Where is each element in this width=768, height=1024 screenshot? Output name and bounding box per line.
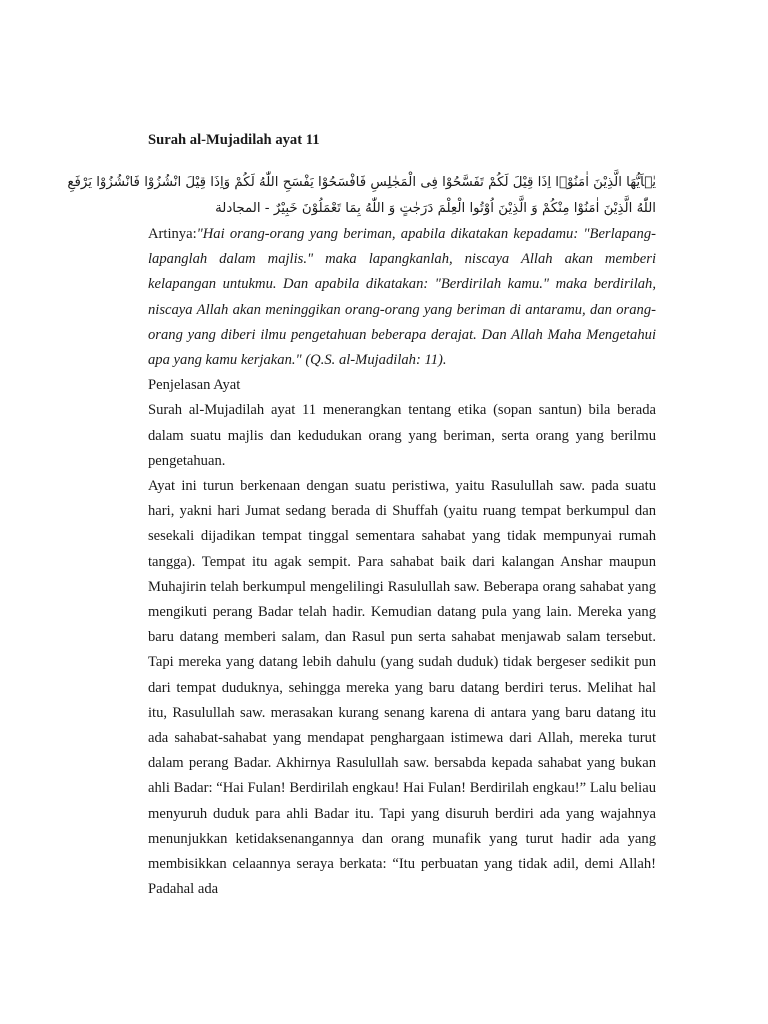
body-paragraph-1: Surah al-Mujadilah ayat 11 menerangkan tentang etika (sopan santun) bila berada dalam suatu majlis dan kedudukan orang yang beriman, serta orang yang berilmu pengetahuan. bbox=[148, 402, 656, 469]
translation-paragraph bbox=[148, 222, 656, 373]
body-paragraph-2: Ayat ini turun berkenaan dengan suatu peristiwa, yaitu Rasulullah saw. pada suatu hari, yakni hari Jumat sedang berada di Shuffah (yaitu ruang tempat berkumpul dan sesekali dijadikan tempat tinggal sementara sahabat yang tidak mempunyai rumah tangga). Tempat itu agak sempit. Para sahabat baik dari kalangan Anshar maupun Muhajirin telah berkumpul mengelilingi Rasulullah saw. Beberapa orang sahabat yang mengikuti perang Badar telah hadir. Kemudian datang pula yang lain. Mereka yang baru datang memberi salam, dan Rasul pun serta sahabat menjawab salam tersebut. Tapi mereka yang datang lebih dahulu (yang sudah duduk) tidak bergeser sedikit pun dari tempat duduknya, sehingga mereka yang baru datang berdiri terus. Melihat hal itu, Rasulullah saw. merasakan kurang senang karena di antara yang baru datang itu ada sahabat-sahabat yang mendapat penghargaan istimewa dari Allah, mereka turut dalam perang Badar. Akhirnya Rasulullah saw. bersabda kepada sahabat yang bukan ahli Badar: “Hai Fulan! Berdirilah engkau! Hai Fulan! Berdirilah engkau!” Lalu beliau menyuruh duduk para ahli Badar itu. Tapi yang disuruh berdiri ada yang wajahnya menunjukkan ketidaksenangannya dan orang munafik yang turut hadir ada yang membisikkan celaannya seraya berkata: “Itu perbuatan yang tidak adil, demi Allah! Padahal ada bbox=[148, 478, 656, 898]
section-heading: Penjelasan Ayat bbox=[148, 377, 241, 394]
verse-reference: (Q.S. al-Mujadilah: 11). bbox=[305, 352, 447, 369]
translation-text: "Hai orang-orang yang beriman, apabila dikatakan kepadamu: "Berlapang-lapanglah dalam majlis." maka lapangkanlah, niscaya Allah akan memberi kelapangan untukmu. Dan apabila dikatakan: "Berdirilah kamu." maka berdirilah, niscaya Allah akan meninggikan orang-orang yang beriman di antaramu, dan orang-orang yang diberi ilmu pengetahuan beberapa derajat. Dan Allah Maha Mengetahui apa yang kamu kerjakan." bbox=[148, 226, 656, 369]
arabic-verse-line-2: اللّٰهُ الَّذِيْنَ اٰمَنُوْا مِنْكُمْ وَ الَّذِيْنَ اُوْتُوا الْعِلْمَ دَرَجٰتٍ وَ اللّٰهُ بِمَا تَعْمَلُوْنَ خَبِيْرٌ - المجادلة bbox=[215, 201, 656, 216]
document-body bbox=[67, 130, 656, 902]
page-title: Surah al-Mujadilah ayat 11 bbox=[148, 132, 320, 148]
arabic-verse-line-1: يٰۤاَيُّهَا الَّذِيْنَ اٰمَنُوْۤا اِذَا قِيْلَ لَكُمْ تَفَسَّحُوْا فِى الْمَجٰلِسِ فَافْسَحُوْا يَفْسَحِ اللّٰهُ لَكُمْ وَاِذَا قِيْلَ انْشُزُوْا فَانْشُزُوْا يَرْفَعِ bbox=[67, 175, 656, 190]
translation-label: Artinya: bbox=[148, 226, 197, 242]
